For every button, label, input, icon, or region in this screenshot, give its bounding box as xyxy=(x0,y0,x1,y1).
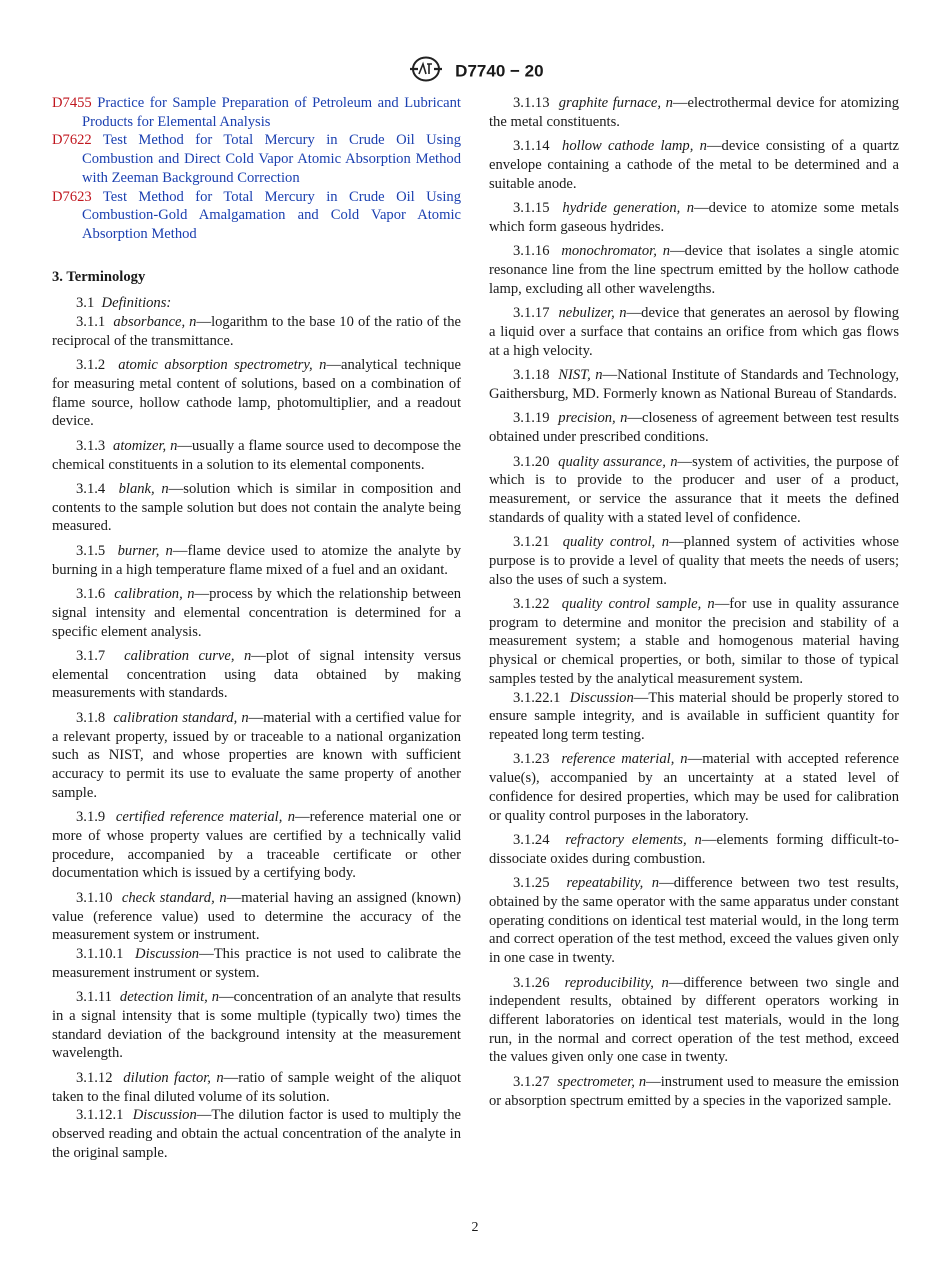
definition-term: Discussion xyxy=(569,689,634,706)
reference-title-link[interactable]: Practice for Sample Preparation of Petroleum and Lubricant Products for Elemental Analysis xyxy=(82,95,461,130)
section-heading: 3. Terminology xyxy=(52,268,146,285)
definition-text: —This practice is not used to calibrate the measurement instrument or system. xyxy=(52,946,461,981)
definition-term: calibration curve, n xyxy=(124,648,252,665)
subsection-number: 3.1 xyxy=(76,295,95,312)
definition-text: —device that generates an aerosol by flowing a liquid over a surface that contains an orifice from which gas flows at a high velocity. xyxy=(489,305,899,359)
definition-text: —electrothermal device for atomizing the metal constituents. xyxy=(489,95,899,130)
definition-number: 3.1.21 xyxy=(513,534,550,551)
reference-item xyxy=(52,131,461,187)
definition-number: 3.1.15 xyxy=(513,200,550,217)
definition-text: —The dilution factor is used to multiply the observed reading and obtain the actual concentration of the analyte in the original sample. xyxy=(52,1107,461,1161)
definition-term: repeatability, n xyxy=(566,875,660,892)
referenced-documents-list xyxy=(52,94,461,244)
definition-text: —logarithm to the base 10 of the ratio of the reciprocal of the transmittance. xyxy=(52,314,461,349)
definition-text: —instrument used to measure the emission or absorption spectrum emitted by a species in the vaporized sample. xyxy=(489,1073,900,1109)
definition-number: 3.1.10 xyxy=(76,889,113,906)
definition-term: hydride generation, n xyxy=(562,200,695,217)
definition-item xyxy=(52,356,461,431)
definition-number: 3.1.20 xyxy=(513,453,550,470)
definition-number: 3.1.18 xyxy=(513,367,550,384)
definition-term: Discussion xyxy=(135,946,200,962)
definition-text: —ratio of sample weight of the aliquot taken to the final diluted volume of its solution. xyxy=(52,1069,462,1105)
reference-code-link[interactable]: D7623 xyxy=(52,188,92,205)
definition-text: —flame device used to atomize the analyte by burning in a high temperature flame mixed of a fuel and an oxidant. xyxy=(52,542,462,578)
definition-number: 3.1.12 xyxy=(76,1069,113,1086)
definition-term: quality control sample, n xyxy=(561,596,715,613)
definition-term: hollow cathode lamp, n xyxy=(562,138,707,155)
definition-term: precision, n xyxy=(558,410,628,427)
definition-text: —plot of signal intensity versus elemental concentration using data obtained by making measurements with standards. xyxy=(52,648,462,702)
definition-item xyxy=(52,542,461,579)
definition-term: atomic absorption spectrometry, n xyxy=(118,357,327,374)
definition-number: 3.1.22 xyxy=(513,596,550,613)
definition-term: Discussion xyxy=(132,1107,197,1124)
definition-item xyxy=(489,304,899,360)
reference-title-link[interactable]: Test Method for Total Mercury in Crude Oil Using Combustion and Direct Cold Vapor Atomic Absorption Method with Zeeman Background Correction xyxy=(82,132,462,186)
definition-term: calibration standard, n xyxy=(113,709,249,726)
definition-number: 3.1.23 xyxy=(513,751,550,768)
definition-item xyxy=(489,94,899,131)
definition-discussion xyxy=(52,945,461,982)
page-number: 2 xyxy=(471,1220,479,1235)
definition-term: reproducibility, n xyxy=(564,974,669,991)
definition-number: 3.1.1 xyxy=(76,314,106,331)
definition-item xyxy=(52,647,461,703)
definition-item xyxy=(489,453,899,528)
definition-item xyxy=(52,480,461,536)
definition-number: 3.1.11 xyxy=(76,989,112,1006)
definition-text: —for use in quality assurance program to determine and monitor the precision and stability of a measurement system; a stable and homogenous material having physical or chemical properties, or both, similar to those of typical samples tested by the analytical measurement system. xyxy=(489,596,899,687)
definition-item xyxy=(52,1069,461,1106)
definition-term: blank, n xyxy=(118,481,169,498)
definition-item xyxy=(489,1073,899,1110)
definition-term: certified reference material, n xyxy=(115,809,296,826)
definition-item xyxy=(52,709,461,803)
reference-code-link[interactable]: D7455 xyxy=(52,95,92,111)
definition-text: —process by which the relationship between signal intensity and elemental concentration is determined for a specific element analysis. xyxy=(52,586,461,640)
definition-term: nebulizer, n xyxy=(558,305,627,322)
reference-code-link[interactable]: D7622 xyxy=(52,132,92,149)
definition-term: spectrometer, n xyxy=(557,1073,647,1090)
definition-number: 3.1.16 xyxy=(513,243,550,260)
definition-term: detection limit, n xyxy=(119,989,220,1006)
definition-item xyxy=(489,366,899,403)
definition-term: reference material, n xyxy=(561,751,688,768)
definition-number: 3.1.27 xyxy=(513,1073,550,1090)
definition-number: 3.1.26 xyxy=(513,974,550,991)
document-id: D7740 − 20 xyxy=(455,61,544,81)
definition-text: —system of activities, the purpose of which is to provide to the producer and user of a product, measurement, or service the assurance that it meets the defined standards of quality with a stated level of confidence. xyxy=(489,453,899,526)
definition-number: 3.1.7 xyxy=(76,648,106,665)
definition-text: —material with accepted reference value(s), accompanied by an uncertainty at a stated level of confidence for desired properties, which may be used for calibration or quality control purposes in the laboratory. xyxy=(489,751,900,824)
definition-number: 3.1.12.1 xyxy=(76,1107,124,1124)
right-column xyxy=(489,94,899,1116)
definition-discussion xyxy=(489,689,899,745)
definition-term: dilution factor, n xyxy=(123,1069,224,1086)
definition-item xyxy=(52,437,461,474)
definition-term: quality assurance, n xyxy=(558,453,678,470)
definition-term: quality control, n xyxy=(562,534,670,551)
definition-text: —difference between two test results, obtained by the same operator with the same apparatus under constant operating conditions on identical test material would, in the long term and correct operation of the test method, exceed the values given only in one case in twenty. xyxy=(489,875,899,967)
page-header xyxy=(0,56,950,87)
definition-term: calibration, n xyxy=(114,586,195,603)
definition-number: 3.1.24 xyxy=(513,832,550,849)
definition-number: 3.1.25 xyxy=(513,875,550,892)
definition-text: —analytical technique for measuring metal content of solutions, based on a combination of flame source, hollow cathode lamp, photomultiplier, and a readout device. xyxy=(52,357,461,430)
definition-number: 3.1.19 xyxy=(513,410,550,427)
definition-item xyxy=(489,137,899,193)
definition-term: graphite furnace, n xyxy=(558,95,673,111)
definition-item xyxy=(52,988,461,1063)
right-definitions xyxy=(489,94,899,1110)
definition-discussion xyxy=(52,1106,461,1162)
left-definitions xyxy=(52,313,461,1162)
definition-number: 3.1.2 xyxy=(76,357,106,374)
definition-number: 3.1.5 xyxy=(76,542,106,559)
definition-text: —material having an assigned (known) value (reference value) used to determine the accuracy of the measurement system or instrument. xyxy=(52,889,461,944)
definition-text: —elements forming difficult-to-dissociate oxides during combustion. xyxy=(489,832,899,867)
definition-item xyxy=(489,750,899,825)
definition-number: 3.1.17 xyxy=(513,305,550,322)
definition-text: —concentration of an analyte that results in a signal intensity that is some multiple (typically two) times the standard deviation of the background intensity at the measurement wavelength. xyxy=(52,989,461,1062)
reference-item xyxy=(52,94,461,131)
definition-term: refractory elements, n xyxy=(565,832,702,849)
reference-item xyxy=(52,188,461,244)
definition-number: 3.1.13 xyxy=(513,95,550,111)
definition-text: —National Institute of Standards and Technology, Gaithersburg, MD. Formerly known as National Bureau of Standards. xyxy=(489,367,899,402)
definition-text: —device consisting of a quartz envelope containing a cathode of the metal to be determined and a suitable anode. xyxy=(489,138,899,192)
definition-item xyxy=(489,242,899,298)
definition-text: —This material should be properly stored to ensure sample integrity, and is available in sufficient quantity for repeated long term testing. xyxy=(489,689,899,743)
definition-item xyxy=(489,595,899,689)
definition-text: —difference between two single and independent results, obtained by different operators working in different laboratories on identical test materials, would in the long run, in the normal and correct operation of the test method, exceed the values given only one case in twenty. xyxy=(489,974,899,1066)
definition-text: —device that isolates a single atomic resonance line from the line spectrum emitted by the hollow cathode lamp, excluding all other wavelengths. xyxy=(489,243,900,297)
definition-term: monochromator, n xyxy=(561,243,671,260)
definition-text: —planned system of activities whose purpose is to provide a level of quality that meets the needs of users; also the uses of such a system. xyxy=(489,534,900,588)
definition-item xyxy=(489,409,899,446)
definition-text: —material with a certified value for a relevant property, issued by or traceable to a national organization such as NIST, and whose properties are known with sufficient accuracy to permit its use to evaluate the same property of another sample. xyxy=(52,709,461,801)
definition-number: 3.1.6 xyxy=(76,586,106,603)
definition-number: 3.1.9 xyxy=(76,809,106,826)
definition-term: NIST, n xyxy=(558,367,603,384)
left-column xyxy=(52,94,461,1168)
definition-term: atomizer, n xyxy=(113,437,178,454)
definition-item xyxy=(52,808,461,883)
definition-item xyxy=(52,313,461,350)
astm-logo-icon xyxy=(406,56,446,87)
definition-item xyxy=(489,831,899,868)
subsection-title: Definitions: xyxy=(101,295,172,312)
subsection-definitions xyxy=(52,294,461,313)
definition-text: —solution which is similar in composition and contents to the sample solution but does not contain the analyte being measured. xyxy=(52,481,461,535)
definition-text: —usually a flame source used to decompose the chemical constituents in a solution to its elemental components. xyxy=(52,437,461,473)
reference-title-link[interactable]: Test Method for Total Mercury in Crude Oil Using Combustion-Gold Amalgamation and Cold Vapor Atomic Absorption Method xyxy=(82,188,462,242)
definition-number: 3.1.14 xyxy=(513,138,550,155)
definition-item xyxy=(489,199,899,236)
definition-item xyxy=(52,889,461,945)
definition-term: absorbance, n xyxy=(113,314,197,331)
definition-item xyxy=(489,533,899,589)
definition-number: 3.1.8 xyxy=(76,709,106,726)
definition-number: 3.1.22.1 xyxy=(513,689,561,706)
definition-number: 3.1.3 xyxy=(76,437,106,454)
definition-number: 3.1.4 xyxy=(76,481,106,498)
definition-term: burner, n xyxy=(117,542,173,559)
definition-text: —closeness of agreement between test results obtained under prescribed conditions. xyxy=(489,410,900,446)
definition-term: check standard, n xyxy=(121,889,227,906)
definition-item xyxy=(489,974,899,1068)
definition-item xyxy=(489,874,899,968)
definition-text: —reference material one or more of whose property values are certified by a technically valid procedure, accompanied by a traceable certificate or other documentation which is issued by a certifying body. xyxy=(52,809,461,882)
definition-number: 3.1.10.1 xyxy=(76,946,124,962)
definition-item xyxy=(52,585,461,641)
definition-text: —device to atomize some metals which form gaseous hydrides. xyxy=(489,200,899,235)
